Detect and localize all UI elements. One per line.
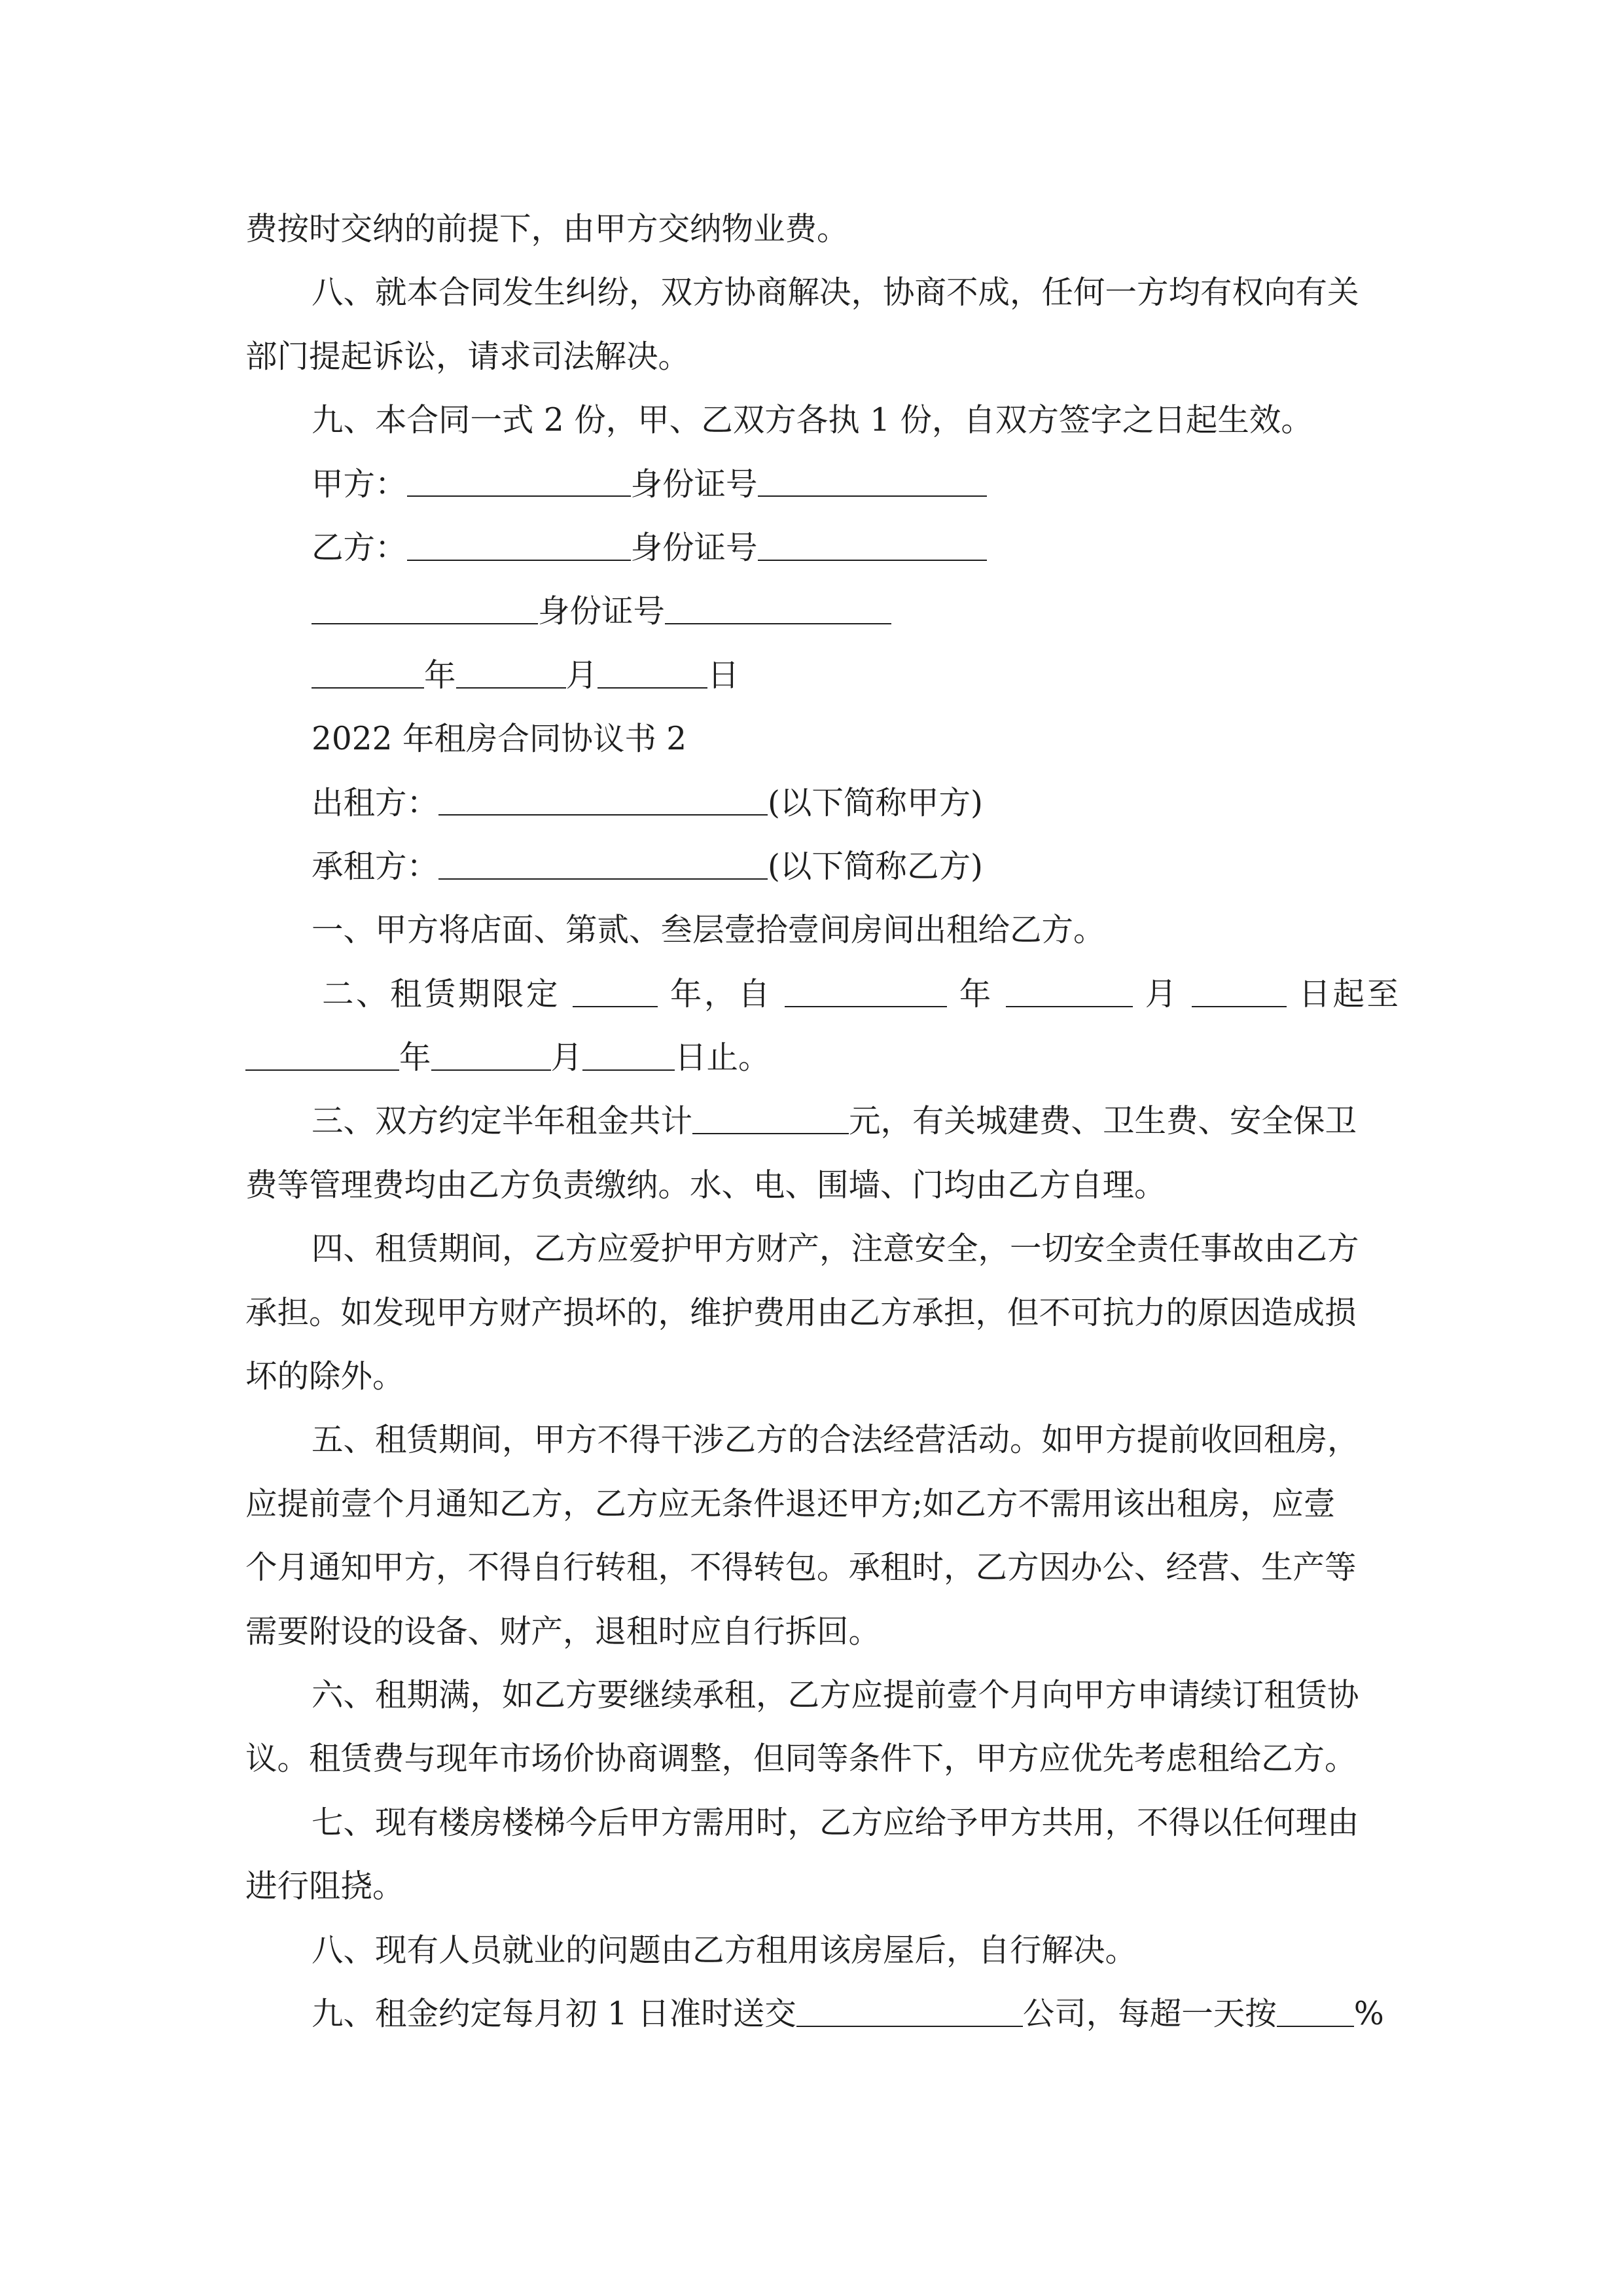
paragraph-line: 费等管理费均由乙方负责缴纳。水、电、围墙、门均由乙方自理。 bbox=[245, 1166, 1166, 1204]
clause-6: 六、租期满，如乙方要继续承租，乙方应提前壹个月向甲方申请续订租赁协 bbox=[312, 1676, 1359, 1713]
lessee-label: 承租方： bbox=[312, 848, 439, 885]
end-month-blank[interactable] bbox=[431, 1041, 551, 1071]
percent-sign: % bbox=[1353, 1995, 1384, 2032]
party-a-name-blank[interactable] bbox=[407, 467, 631, 497]
paragraph-line: 承担。如发现甲方财产损坏的，维护费用由乙方承担，但不可抗力的原因造成损 bbox=[245, 1294, 1357, 1331]
signature-party-b bbox=[245, 516, 1399, 580]
clause-7: 七、现有楼房楼梯今后甲方需用时，乙方应给予甲方共用，不得以任何理由 bbox=[312, 1804, 1359, 1841]
start-day-blank[interactable] bbox=[1192, 977, 1287, 1007]
late-fee-percent-blank[interactable] bbox=[1277, 1997, 1354, 2027]
clause-1: 一、甲方将店面、第贰、叁层壹拾壹间房间出租给乙方。 bbox=[312, 912, 1105, 949]
signature-date bbox=[245, 644, 1399, 708]
signature-extra bbox=[245, 580, 1399, 643]
paragraph-line: 个月通知甲方，不得自行转租，不得转包。承租时，乙方因办公、经营、生产等 bbox=[245, 1549, 1357, 1587]
lessor-line bbox=[245, 772, 1399, 835]
paragraph-line: 费按时交纳的前提下，由甲方交纳物业费。 bbox=[245, 211, 849, 247]
company-blank[interactable] bbox=[796, 1997, 1023, 2027]
paragraph-line: 坏的除外。 bbox=[245, 1358, 404, 1395]
day-blank[interactable] bbox=[597, 658, 707, 689]
paragraph-line: 进行阻挠。 bbox=[245, 1868, 404, 1905]
text: 三、双方约定半年租金共计 bbox=[312, 1103, 693, 1140]
month-blank[interactable] bbox=[456, 658, 566, 689]
party-b-id-blank[interactable] bbox=[758, 531, 987, 561]
text: 元，有关城建费、卫生费、安全保卫 bbox=[849, 1103, 1357, 1140]
section-title: 2022 年租房合同协议书 2 bbox=[312, 721, 687, 758]
term-years-blank[interactable] bbox=[573, 977, 658, 1007]
month-label: 月 bbox=[1145, 975, 1179, 1013]
paragraph-line: 应提前壹个月通知乙方，乙方应无条件退还甲方;如乙方不需用该出租房，应壹 bbox=[245, 1485, 1336, 1522]
year-label: 年 bbox=[959, 975, 993, 1013]
clause-5: 五、租赁期间，甲方不得干涉乙方的合法经营活动。如甲方提前收回租房， bbox=[312, 1422, 1359, 1459]
year-label: 年 bbox=[399, 1039, 431, 1077]
text: 九、租金约定每月初 1 日准时送交 bbox=[312, 1995, 796, 2032]
party-b-name-blank[interactable] bbox=[407, 531, 631, 561]
party-a-label: 甲方： bbox=[312, 465, 407, 503]
lessee-line bbox=[245, 835, 1399, 899]
party-b-label: 乙方： bbox=[312, 529, 407, 566]
text: 公司，每超一天按 bbox=[1022, 1995, 1277, 2032]
year-blank[interactable] bbox=[312, 658, 424, 689]
day-label: 日 bbox=[707, 656, 740, 694]
id-blank[interactable] bbox=[665, 595, 891, 625]
lessor-note: (以下简称甲方) bbox=[768, 784, 983, 821]
clause-8-employment: 八、现有人员就业的问题由乙方租用该房屋后，自行解决。 bbox=[312, 1931, 1137, 1969]
paragraph-line: 议。租赁费与现年市场价协商调整，但同等条件下，甲方应优先考虑租给乙方。 bbox=[245, 1740, 1357, 1778]
contract-body bbox=[245, 198, 1399, 2046]
clause-8-dispute: 八、就本合同发生纠纷，双方协商解决，协商不成，任何一方均有权向有关 bbox=[312, 274, 1359, 312]
text: 年，自 bbox=[669, 975, 772, 1013]
clause-9-payment bbox=[245, 1982, 1399, 2046]
rent-amount-blank[interactable] bbox=[692, 1105, 849, 1135]
paragraph-line: 需要附设的设备、财产，退租时应自行拆回。 bbox=[245, 1613, 881, 1650]
text: 二、租赁期限定 bbox=[322, 975, 561, 1013]
name-blank[interactable] bbox=[312, 595, 538, 625]
id-label: 身份证号 bbox=[630, 465, 758, 503]
lessee-note: (以下简称乙方) bbox=[768, 848, 983, 885]
party-a-id-blank[interactable] bbox=[758, 467, 987, 497]
id-label: 身份证号 bbox=[630, 529, 758, 566]
lessee-blank[interactable] bbox=[438, 850, 768, 880]
id-label: 身份证号 bbox=[538, 593, 666, 630]
text: 日止。 bbox=[675, 1039, 770, 1077]
start-month-blank[interactable] bbox=[1006, 977, 1133, 1007]
paragraph-line: 部门提起诉讼，请求司法解决。 bbox=[245, 338, 690, 375]
end-day-blank[interactable] bbox=[582, 1041, 675, 1071]
lessor-label: 出租方： bbox=[312, 784, 439, 821]
clause-4: 四、租赁期间，乙方应爱护甲方财产，注意安全，一切安全责任事故由乙方 bbox=[312, 1230, 1359, 1268]
signature-party-a bbox=[245, 453, 1399, 516]
text: 日起至 bbox=[1298, 975, 1399, 1013]
start-year-blank[interactable] bbox=[785, 977, 947, 1007]
month-label: 月 bbox=[550, 1039, 583, 1077]
clause-3-rent bbox=[245, 1090, 1399, 1153]
month-label: 月 bbox=[565, 656, 598, 694]
end-year-blank[interactable] bbox=[245, 1041, 399, 1071]
year-label: 年 bbox=[424, 656, 456, 694]
clause-2-term bbox=[245, 963, 1399, 1026]
clause-2-end bbox=[245, 1026, 1399, 1090]
clause-9-copies: 九、本合同一式 2 份，甲、乙双方各执 1 份，自双方签字之日起生效。 bbox=[312, 402, 1313, 439]
lessor-blank[interactable] bbox=[438, 786, 768, 816]
